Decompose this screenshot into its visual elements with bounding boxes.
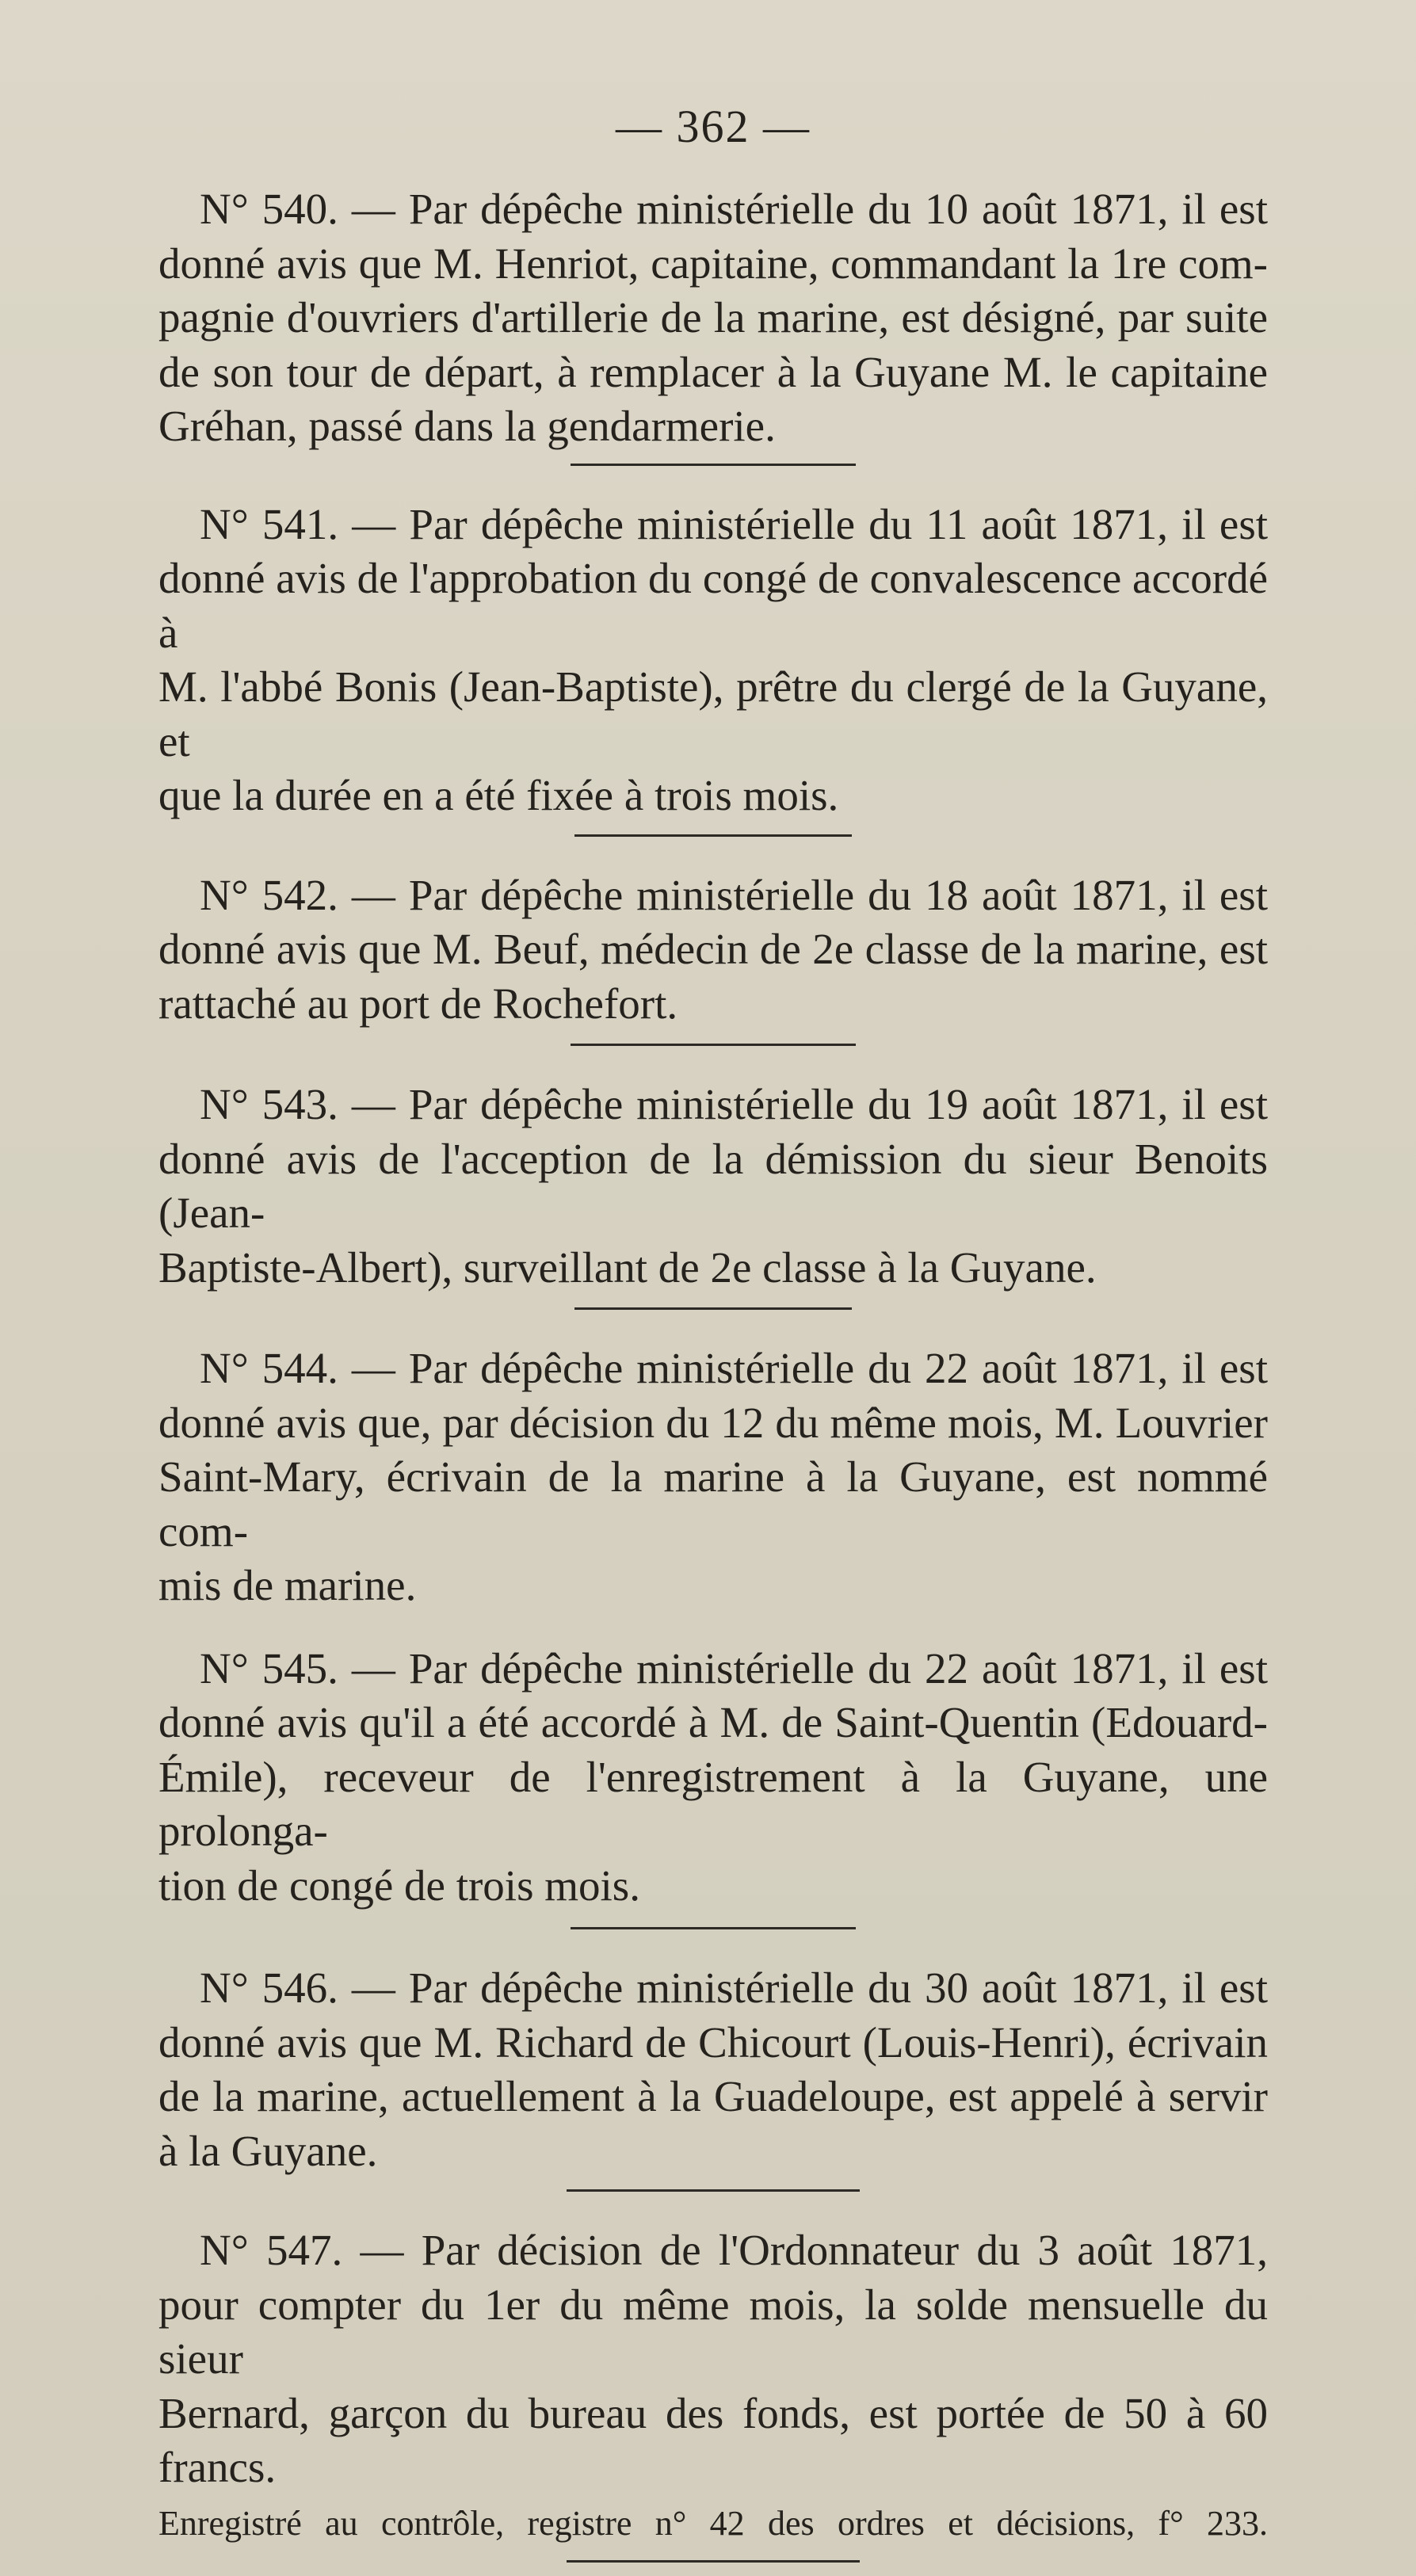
entry-line: mis de marine.	[158, 1561, 417, 1609]
entry-line: N° 547. — Par décision de l'Ordonnateur du 3 août 1871,	[200, 2226, 1268, 2274]
entry-line: donné avis de l'approbation du congé de convalescence accordé à	[158, 554, 1268, 657]
entry-line: Baptiste-Albert), surveillant de 2e classe à la Guyane.	[158, 1242, 1097, 1292]
entry-line: N° 543. — Par dépêche ministérielle du 19 août 1871, il est	[200, 1080, 1268, 1128]
entry-line: donné avis que M. Henriot, capitaine, commandant la 1re com-	[158, 239, 1268, 288]
separator-rule	[571, 1927, 856, 1929]
entry-line: N° 546. — Par dépêche ministérielle du 30 août 1871, il est	[200, 1963, 1268, 2012]
entry-line: N° 541. — Par dépêche ministérielle du 11 août 1871, il est	[200, 499, 1268, 548]
entry-line: pagnie d'ouvriers d'artillerie de la marine, est désigné, par suite	[158, 293, 1268, 342]
entry-line: N° 544. — Par dépêche ministérielle du 22 août 1871, il est	[200, 1344, 1268, 1392]
separator-rule	[574, 834, 852, 837]
page-number: — 362 —	[616, 101, 811, 152]
entry-544	[158, 1341, 1268, 1613]
entry-line: donné avis de l'acception de la démission du sieur Benoits (Jean-	[158, 1134, 1268, 1237]
entry-line: à la Guyane.	[158, 2126, 378, 2175]
entry-543	[158, 1078, 1268, 1295]
entry-line: N° 542. — Par dépêche ministérielle du 18 août 1871, il est	[200, 870, 1268, 919]
entry-line: francs.	[158, 2443, 277, 2491]
entry-545	[158, 1642, 1268, 1914]
registration-note: Enregistré au contrôle, registre n° 42 des ordres et décisions, f° 233.	[158, 2503, 1268, 2543]
entry-line: Gréhan, passé dans la gendarmerie.	[158, 402, 776, 450]
entry-546	[158, 1961, 1268, 2178]
entry-line: donné avis que, par décision du 12 du même mois, M. Louvrier	[158, 1398, 1268, 1447]
entry-line: Saint-Mary, écrivain de la marine à la Guyane, est nommé com-	[158, 1452, 1268, 1555]
entry-line: pour compter du 1er du même mois, la solde mensuelle du sieur	[158, 2280, 1268, 2383]
page-content	[158, 95, 1268, 2563]
entry-541	[158, 498, 1268, 823]
entry-line: M. l'abbé Bonis (Jean-Baptiste), prêtre du clergé de la Guyane, et	[158, 662, 1268, 765]
entry-line: de la marine, actuellement à la Guadeloupe, est appelé à servir	[158, 2072, 1268, 2120]
entry-line: N° 545. — Par dépêche ministérielle du 22 août 1871, il est	[200, 1643, 1268, 1693]
entry-line: que la durée en a été fixée à trois mois.	[158, 771, 839, 819]
entry-line: Émile), receveur de l'enregistrement à la Guyane, une prolonga-	[158, 1752, 1268, 1855]
entry-line: de son tour de départ, à remplacer à la Guyane M. le capitaine	[158, 347, 1268, 396]
entry-line: Bernard, garçon du bureau des fonds, est portée de 50 à 60	[158, 2388, 1268, 2437]
separator-rule	[571, 464, 856, 466]
entry-line: tion de congé de trois mois.	[158, 1860, 640, 1910]
entry-line: N° 540. — Par dépêche ministérielle du 10 août 1871, il est	[200, 185, 1268, 233]
entry-line: donné avis que M. Beuf, médecin de 2e classe de la marine, est	[158, 925, 1268, 973]
separator-rule	[567, 2560, 860, 2563]
entry-540	[158, 182, 1268, 454]
entry-547	[158, 2223, 1268, 2495]
entry-line: donné avis que M. Richard de Chicourt (Louis-Henri), écrivain	[158, 2017, 1268, 2067]
separator-rule	[567, 2189, 860, 2192]
entry-542	[158, 868, 1268, 1032]
entry-line: donné avis qu'il a été accordé à M. de Saint-Quentin (Edouard-	[158, 1698, 1268, 1746]
separator-rule	[571, 1044, 856, 1046]
entry-spacer	[158, 1613, 1268, 1642]
separator-rule	[574, 1307, 852, 1310]
entry-line: rattaché au port de Rochefort.	[158, 979, 678, 1028]
